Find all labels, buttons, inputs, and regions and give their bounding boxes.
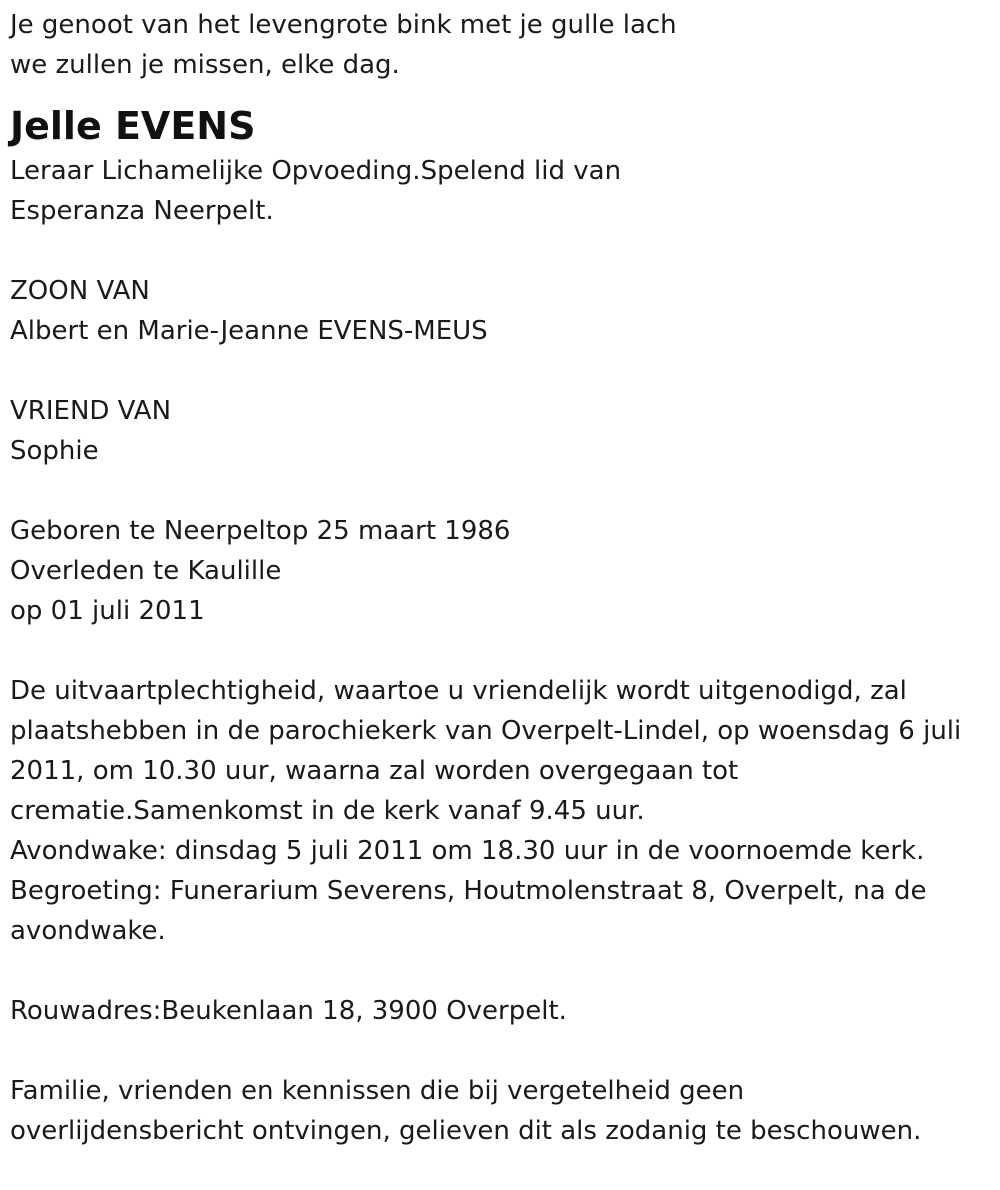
mourning-address: Rouwadres:Beukenlaan 18, 3900 Overpelt. bbox=[10, 996, 567, 1026]
verse-line-2: we zullen je missen, elke dag. bbox=[10, 50, 400, 80]
friend-of-heading: VRIEND VAN bbox=[10, 396, 172, 426]
friend-name: Sophie bbox=[10, 436, 99, 466]
deceased-description-line-1: Leraar Lichamelijke Opvoeding.Spelend lid van bbox=[10, 156, 622, 186]
notice-line-2: overlijdensbericht ontvingen, gelieven dit als zodanig te beschouwen. bbox=[10, 1116, 922, 1146]
ceremony-line-1: De uitvaartplechtigheid, waartoe u vriendelijk wordt uitgenodigd, zal bbox=[10, 676, 907, 706]
notice-line-1: Familie, vrienden en kennissen die bij vergetelheid geen bbox=[10, 1076, 745, 1106]
ceremony-line-3: 2011, om 10.30 uur, waarna zal worden overgegaan tot bbox=[10, 756, 739, 786]
death-place: Overleden te Kaulille bbox=[10, 556, 282, 586]
verse-line-1: Je genoot van het levengrote bink met je gulle lach bbox=[10, 10, 677, 40]
parents-names: Albert en Marie-Jeanne EVENS-MEUS bbox=[10, 316, 488, 346]
spacer bbox=[10, 631, 990, 671]
son-of-heading: ZOON VAN bbox=[10, 276, 150, 306]
ceremony-line-2: plaatshebben in de parochiekerk van Overpelt-Lindel, op woensdag 6 juli bbox=[10, 716, 962, 746]
death-date: op 01 juli 2011 bbox=[10, 596, 205, 626]
spacer bbox=[10, 85, 990, 103]
greeting-line-1: Begroeting: Funerarium Severens, Houtmolenstraat 8, Overpelt, na de bbox=[10, 876, 927, 906]
spacer bbox=[10, 231, 990, 271]
spacer bbox=[10, 951, 990, 991]
wake-info: Avondwake: dinsdag 5 juli 2011 om 18.30 uur in de voornoemde kerk. bbox=[10, 836, 925, 866]
greeting-line-2: avondwake. bbox=[10, 916, 166, 946]
spacer bbox=[10, 351, 990, 391]
ceremony-line-4: crematie.Samenkomst in de kerk vanaf 9.45 uur. bbox=[10, 796, 645, 826]
deceased-description-line-2: Esperanza Neerpelt. bbox=[10, 196, 274, 226]
spacer bbox=[10, 1031, 990, 1071]
deceased-name: Jelle EVENS bbox=[10, 104, 256, 148]
birth-info: Geboren te Neerpeltop 25 maart 1986 bbox=[10, 516, 511, 546]
spacer bbox=[10, 471, 990, 511]
